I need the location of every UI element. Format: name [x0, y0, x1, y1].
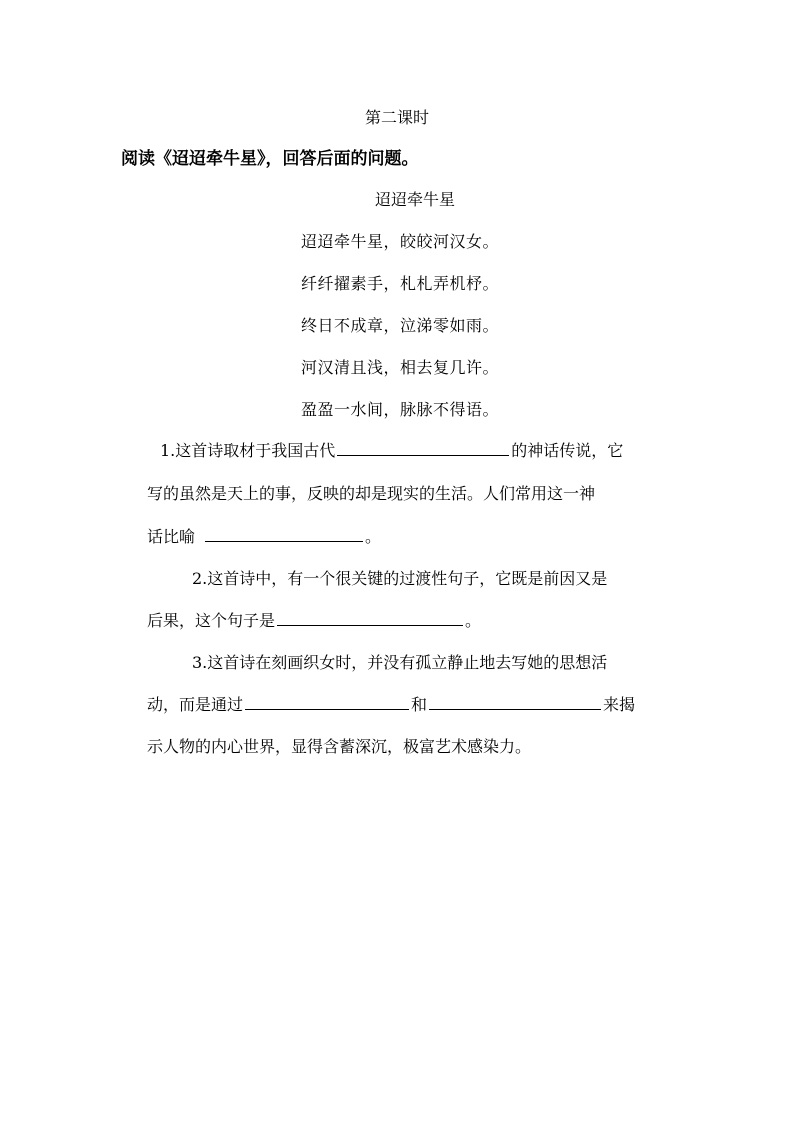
question-1-text: 的神话传说，它 [511, 441, 624, 460]
question-2-text: 。 [465, 611, 482, 630]
question-3-line-1 [192, 653, 607, 673]
reading-instruction: 阅读《迢迢牵牛星》，回答后面的问题。 [121, 149, 419, 169]
answer-blank[interactable] [429, 695, 601, 710]
question-1-line-3 [147, 527, 381, 547]
question-2-line-1 [192, 569, 607, 589]
answer-blank[interactable] [277, 611, 463, 626]
question-3-text: 来揭 [603, 695, 636, 714]
poem-line: 纤纤擢素手，札札弄机杼。 [301, 274, 500, 293]
question-2-text: 2.这首诗中，有一个很关键的过渡性句子，它既是前因又是 [192, 569, 608, 588]
question-1-text: 话比喻 [147, 527, 196, 546]
question-1-text: 1.这首诗取材于我国古代 [160, 441, 336, 460]
question-1-text: 。 [365, 527, 382, 546]
answer-blank[interactable] [205, 527, 363, 542]
question-1-text: 写的虽然是天上的事，反映的却是现实的生活。人们常用这一神 [147, 484, 596, 503]
question-3-text: 动，而是通过 [147, 695, 244, 714]
poem-line: 盈盈一水间，脉脉不得语。 [301, 400, 500, 419]
question-3-text: 和 [411, 695, 428, 714]
question-3-text: 示人物的内心世界，显得含蓄深沉，极富艺术感染力。 [147, 737, 532, 756]
question-2-text: 后果，这个句子是 [147, 611, 276, 630]
poem-line: 迢迢牵牛星，皎皎河汉女。 [301, 232, 500, 251]
poem-line: 河汉清且浅，相去复几许。 [301, 358, 500, 377]
answer-blank[interactable] [245, 695, 409, 710]
question-3-line-2 [147, 695, 635, 715]
answer-blank[interactable] [337, 441, 509, 456]
question-2-line-2 [147, 611, 481, 631]
question-3-line-3 [147, 737, 531, 757]
poem-line: 终日不成章，泣涕零如雨。 [301, 316, 500, 335]
question-1-line-1 [160, 441, 623, 461]
poem-title: 迢迢牵牛星 [374, 190, 455, 209]
lesson-title: 第二课时 [364, 108, 429, 127]
question-1-line-2 [147, 484, 595, 504]
question-3-text: 3.这首诗在刻画织女时，并没有孤立静止地去写她的思想活 [192, 653, 608, 672]
